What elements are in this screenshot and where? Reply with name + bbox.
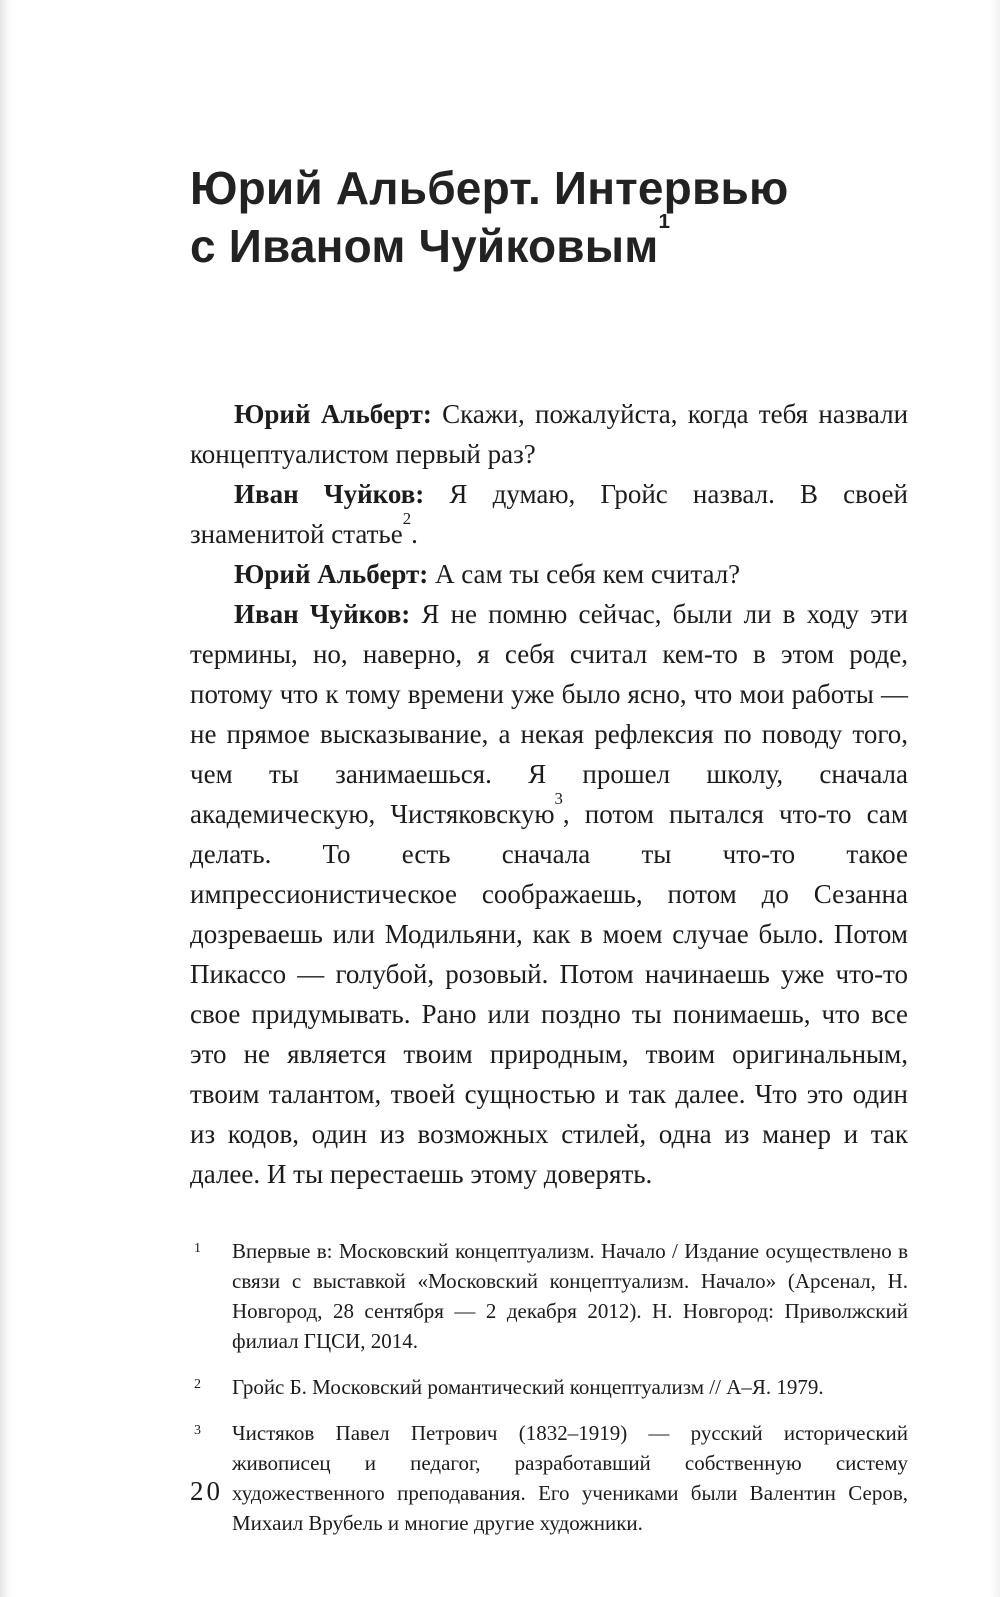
footnote-1 [190,1236,908,1356]
footnote-number: 3 [194,1422,201,1438]
dialogue-paragraph-3 [190,554,908,594]
speaker-name-chuikov: Иван Чуйков: [234,478,425,509]
speaker-name-chuikov: Иван Чуйков: [234,598,411,629]
speaker-name-albert: Юрий Альберт: [234,398,432,429]
page-number: 20 [190,1476,223,1506]
footnote-text: Чистяков Павел Петрович (1832–1919) — русский исторический живописец и педагог, разработавший собственную систему художественного преподавания. Его учениками были Валентин Серов, Михаил Врубель и многие другие художники. [232,1420,908,1535]
dialogue-text: А сам ты себя кем считал? [435,558,741,589]
footnote-2 [190,1372,908,1402]
dialogue-text: Я не помню сейчас, были ли в ходу эти термины, но, наверно, я себя считал кем-то в этом роде, потому что к тому времени уже было ясно, что мои работы — не прямое высказывание, а некая рефлексия по поводу того, чем ты занимаешься. Я прошел школу, сначала академическую, Чистяковскую [190,598,908,829]
page-edge-shadow-right [990,0,1000,1597]
dialogue-text-tail: , потом пытался что-то сам делать. То есть сначала ты что-то такое импрессионистическое соображаешь, потом до Сезанна дозреваешь или Модильяни, как в моем случае было. Потом Пикассо — голубой, розовый. Потом начинаешь уже что-то свое придумывать. Рано или поздно ты понимаешь, что все это не является твоим природным, твоим оригинальным, твоим талантом, твоей сущностью и так далее. Что это один из кодов, один из возможных стилей, одна из манер и так далее. И ты перестаешь этому доверять. [190,798,908,1189]
footnotes-block [190,1236,908,1538]
dialogue-paragraph-1 [190,394,908,474]
dialogue-text: Я думаю, Гройс назвал. В своей знаменитой статье [190,478,908,549]
page-edge-shadow-left [0,0,14,1597]
footnote-number: 2 [194,1376,201,1392]
dialogue-paragraph-2 [190,474,908,554]
title-line-1: Юрий Альберт. Интервью [190,162,789,214]
footnote-ref-3: 3 [554,788,563,808]
footnote-ref-2: 2 [402,508,412,528]
title-line-2: с Иваном Чуйковым [190,219,659,272]
footnote-number: 1 [194,1240,201,1256]
dialogue-paragraph-4 [190,594,908,1194]
page-content [190,0,908,1538]
footnote-3 [190,1418,908,1538]
dialogue-text-tail: . [411,518,418,549]
footnote-text: Гройс Б. Московский романтический концептуализм // А–Я. 1979. [232,1374,824,1399]
footnote-text: Впервые в: Московский концептуализм. Начало / Издание осуществлено в связи с выставкой «Московский концептуализм. Начало» (Арсенал, Н. Новгород, 28 сентября — 2 декабря 2012). Н. Новгород: Приволжский филиал ГЦСИ, 2014. [232,1238,908,1353]
page-title [190,160,908,276]
interview-body [190,394,908,1194]
speaker-name-albert: Юрий Альберт: [234,558,429,589]
title-footnote-ref-1: 1 [658,210,671,234]
dialogue-text: Скажи, пожалуйста, когда тебя назвали концептуалистом первый раз? [190,398,909,469]
